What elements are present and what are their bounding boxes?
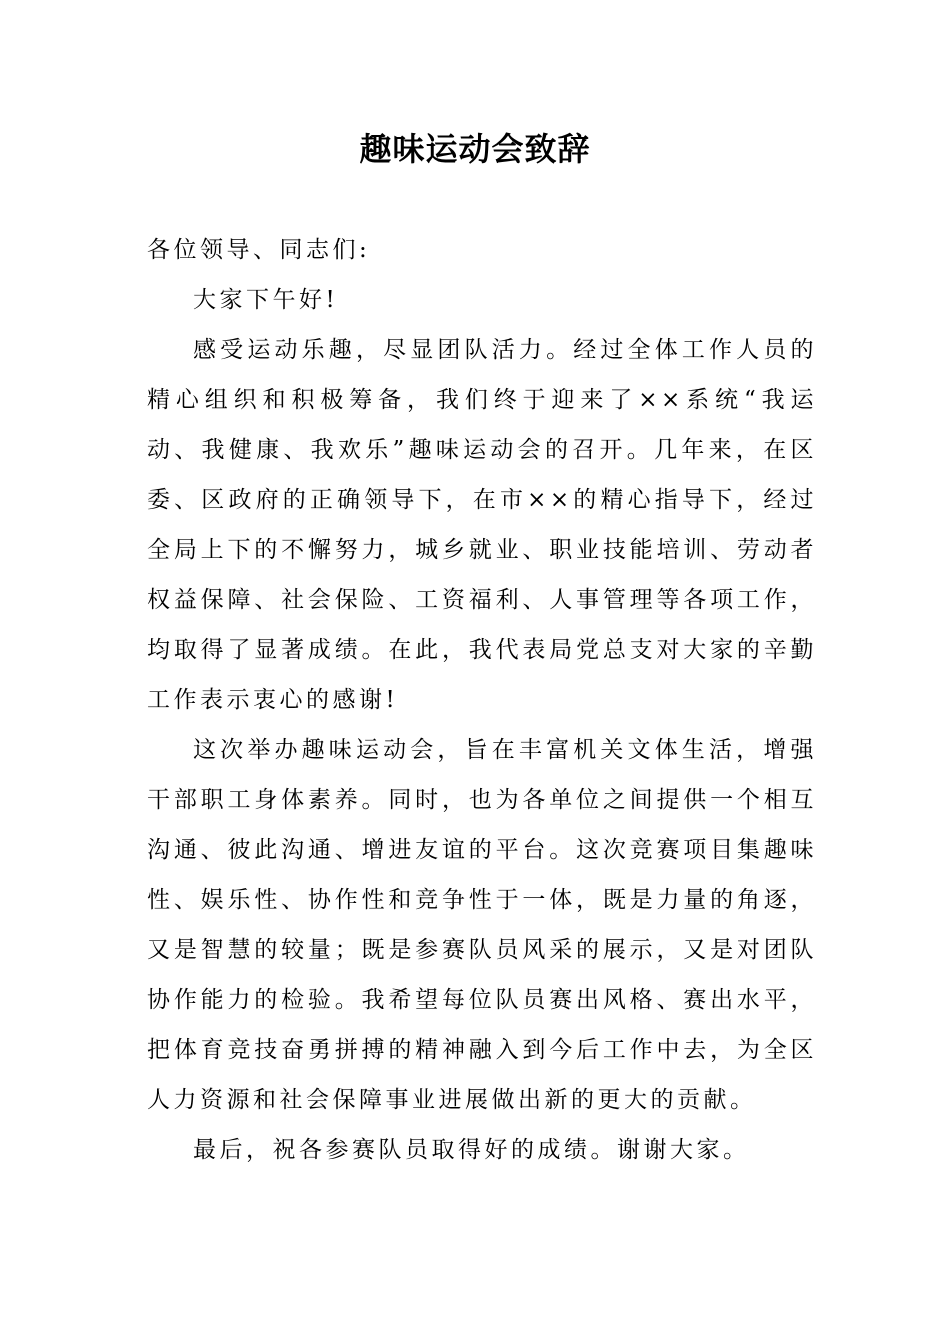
paragraph-gratitude: 感受运动乐趣，尽显团队活力。经过全体工作人员的精心组织和积极筹备，我们终于迎来了××系统“我运动、我健康、我欢乐”趣味运动会的召开。几年来，在区委、区政府的正确领导下，在市××的精心指导下，经过全局上下的不懈努力，城乡就业、职业技能培训、劳动者权益保障、社会保险、工资福利、人事管理等各项工作，均取得了显著成绩。在此，我代表局党总支对大家的辛勤工作表示衷心的感谢! xyxy=(147,337,817,713)
salutation: 各位领导、同志们: xyxy=(147,237,371,263)
document-body xyxy=(147,225,817,1175)
paragraph-purpose: 这次举办趣味运动会，旨在丰富机关文体生活，增强干部职工身体素养。同时，也为各单位之间提供一个相互沟通、彼此沟通、增进友谊的平台。这次竞赛项目集趣味性、娱乐性、协作性和竞争性于一体，既是力量的角逐，又是智慧的较量；既是参赛队员风采的展示，又是对团队协作能力的检验。我希望每位队员赛出风格、赛出水平，把体育竞技奋勇拼搏的精神融入到今后工作中去，为全区人力资源和社会保障事业进展做出新的更大的贡献。 xyxy=(147,737,817,1113)
paragraph-greeting: 大家下午好! xyxy=(193,287,339,313)
document-title: 趣味运动会致辞 xyxy=(359,130,591,168)
paragraph-closing: 最后，祝各参赛队员取得好的成绩。谢谢大家。 xyxy=(193,1137,750,1163)
